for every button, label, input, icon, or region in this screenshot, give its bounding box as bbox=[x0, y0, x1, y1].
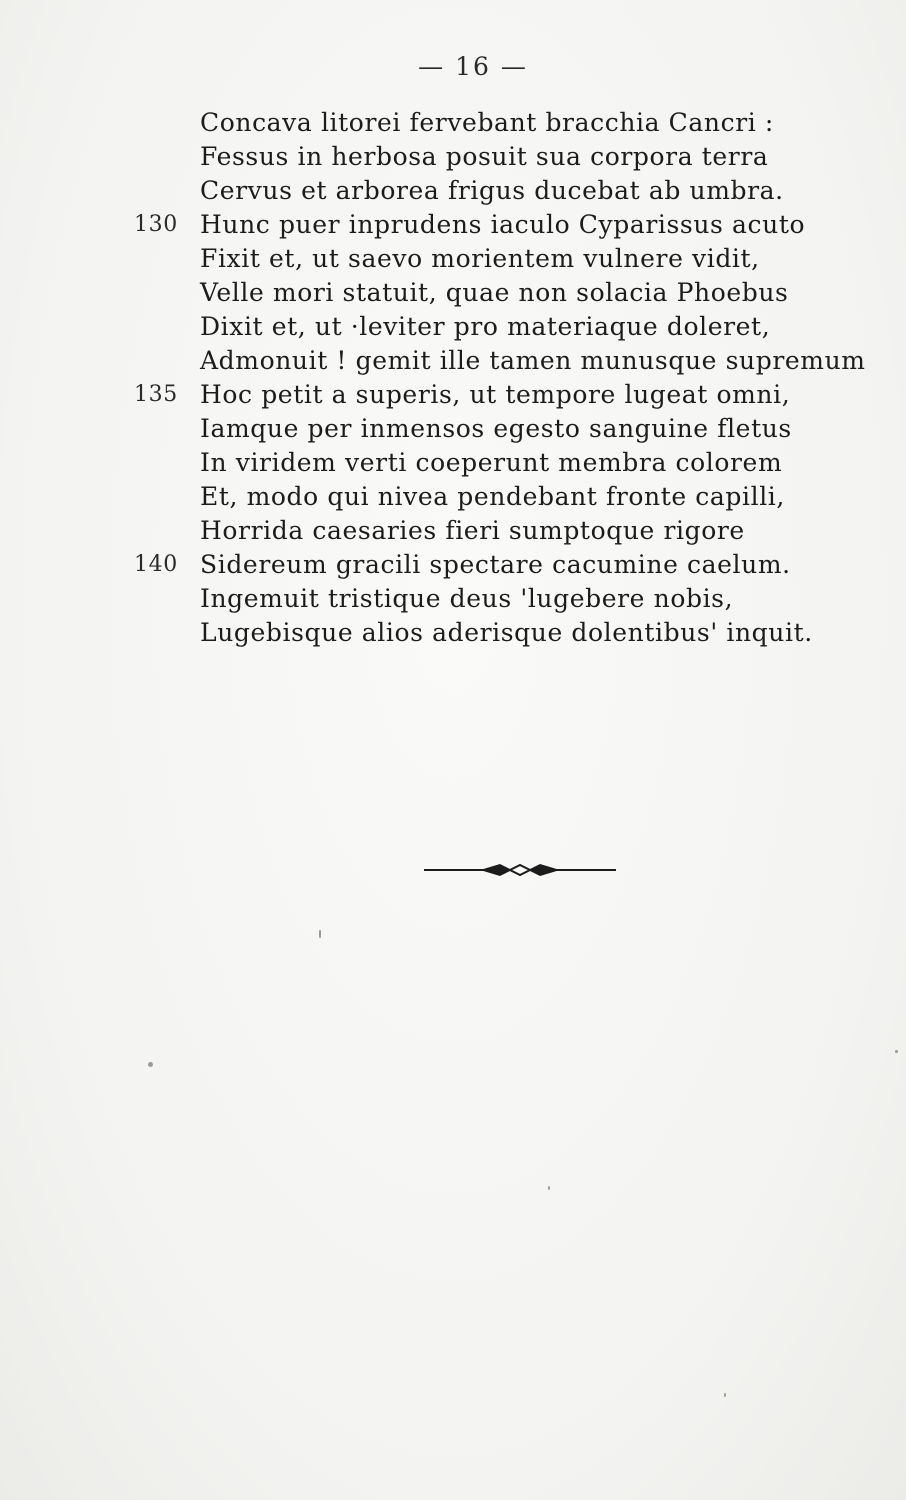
verse-line bbox=[130, 548, 890, 582]
verse-text: Sidereum gracili spectare cacumine caelum. bbox=[200, 550, 791, 579]
verse-line bbox=[130, 310, 890, 344]
verse-line bbox=[130, 106, 890, 140]
verse-line bbox=[130, 446, 890, 480]
verse-text: Concava litorei fervebant bracchia Cancri : bbox=[200, 108, 774, 137]
verse-line bbox=[130, 174, 890, 208]
verse-text: Hunc puer inprudens iaculo Cyparissus acuto bbox=[200, 210, 806, 239]
verse-text: Fixit et, ut saevo morientem vulnere vidit, bbox=[200, 244, 760, 273]
verse-line bbox=[130, 276, 890, 310]
verse-line bbox=[130, 616, 890, 650]
verse-line bbox=[130, 480, 890, 514]
verse-text: Et, modo qui nivea pendebant fronte capilli, bbox=[200, 482, 785, 511]
verse-text: Hoc petit a superis, ut tempore lugeat omni, bbox=[200, 380, 791, 409]
verse-line bbox=[130, 242, 890, 276]
verse-text: Horrida caesaries fieri sumptoque rigore bbox=[200, 516, 745, 545]
verse-line bbox=[130, 412, 890, 446]
verse-text: Dixit et, ut ·leviter pro materiaque doleret, bbox=[200, 312, 771, 341]
verse-text: Lugebisque alios aderisque dolentibus' inquit. bbox=[200, 618, 813, 647]
poem-text bbox=[130, 106, 890, 650]
verse-text: Ingemuit tristique deus 'lugebere nobis, bbox=[200, 584, 734, 613]
line-number: 135 bbox=[134, 382, 178, 407]
verse-line bbox=[130, 344, 890, 378]
verse-line bbox=[130, 208, 890, 242]
verse-text: Cervus et arborea frigus ducebat ab umbra. bbox=[200, 176, 784, 205]
line-number: 140 bbox=[134, 552, 178, 577]
ornament-divider-icon bbox=[420, 860, 620, 880]
line-number: 130 bbox=[134, 212, 178, 237]
verse-line bbox=[130, 514, 890, 548]
verse-text: In viridem verti coeperunt membra colorem bbox=[200, 448, 783, 477]
verse-line bbox=[130, 140, 890, 174]
verse-text: Fessus in herbosa posuit sua corpora terra bbox=[200, 142, 769, 171]
verse-line bbox=[130, 582, 890, 616]
verse-text: Admonuit ! gemit ille tamen munusque supremum bbox=[200, 346, 866, 375]
page-number: — 16 — bbox=[418, 52, 528, 81]
verse-text: Iamque per inmensos egesto sanguine fletus bbox=[200, 414, 792, 443]
verse-text: Velle mori statuit, quae non solacia Phoebus bbox=[200, 278, 789, 307]
verse-line bbox=[130, 378, 890, 412]
